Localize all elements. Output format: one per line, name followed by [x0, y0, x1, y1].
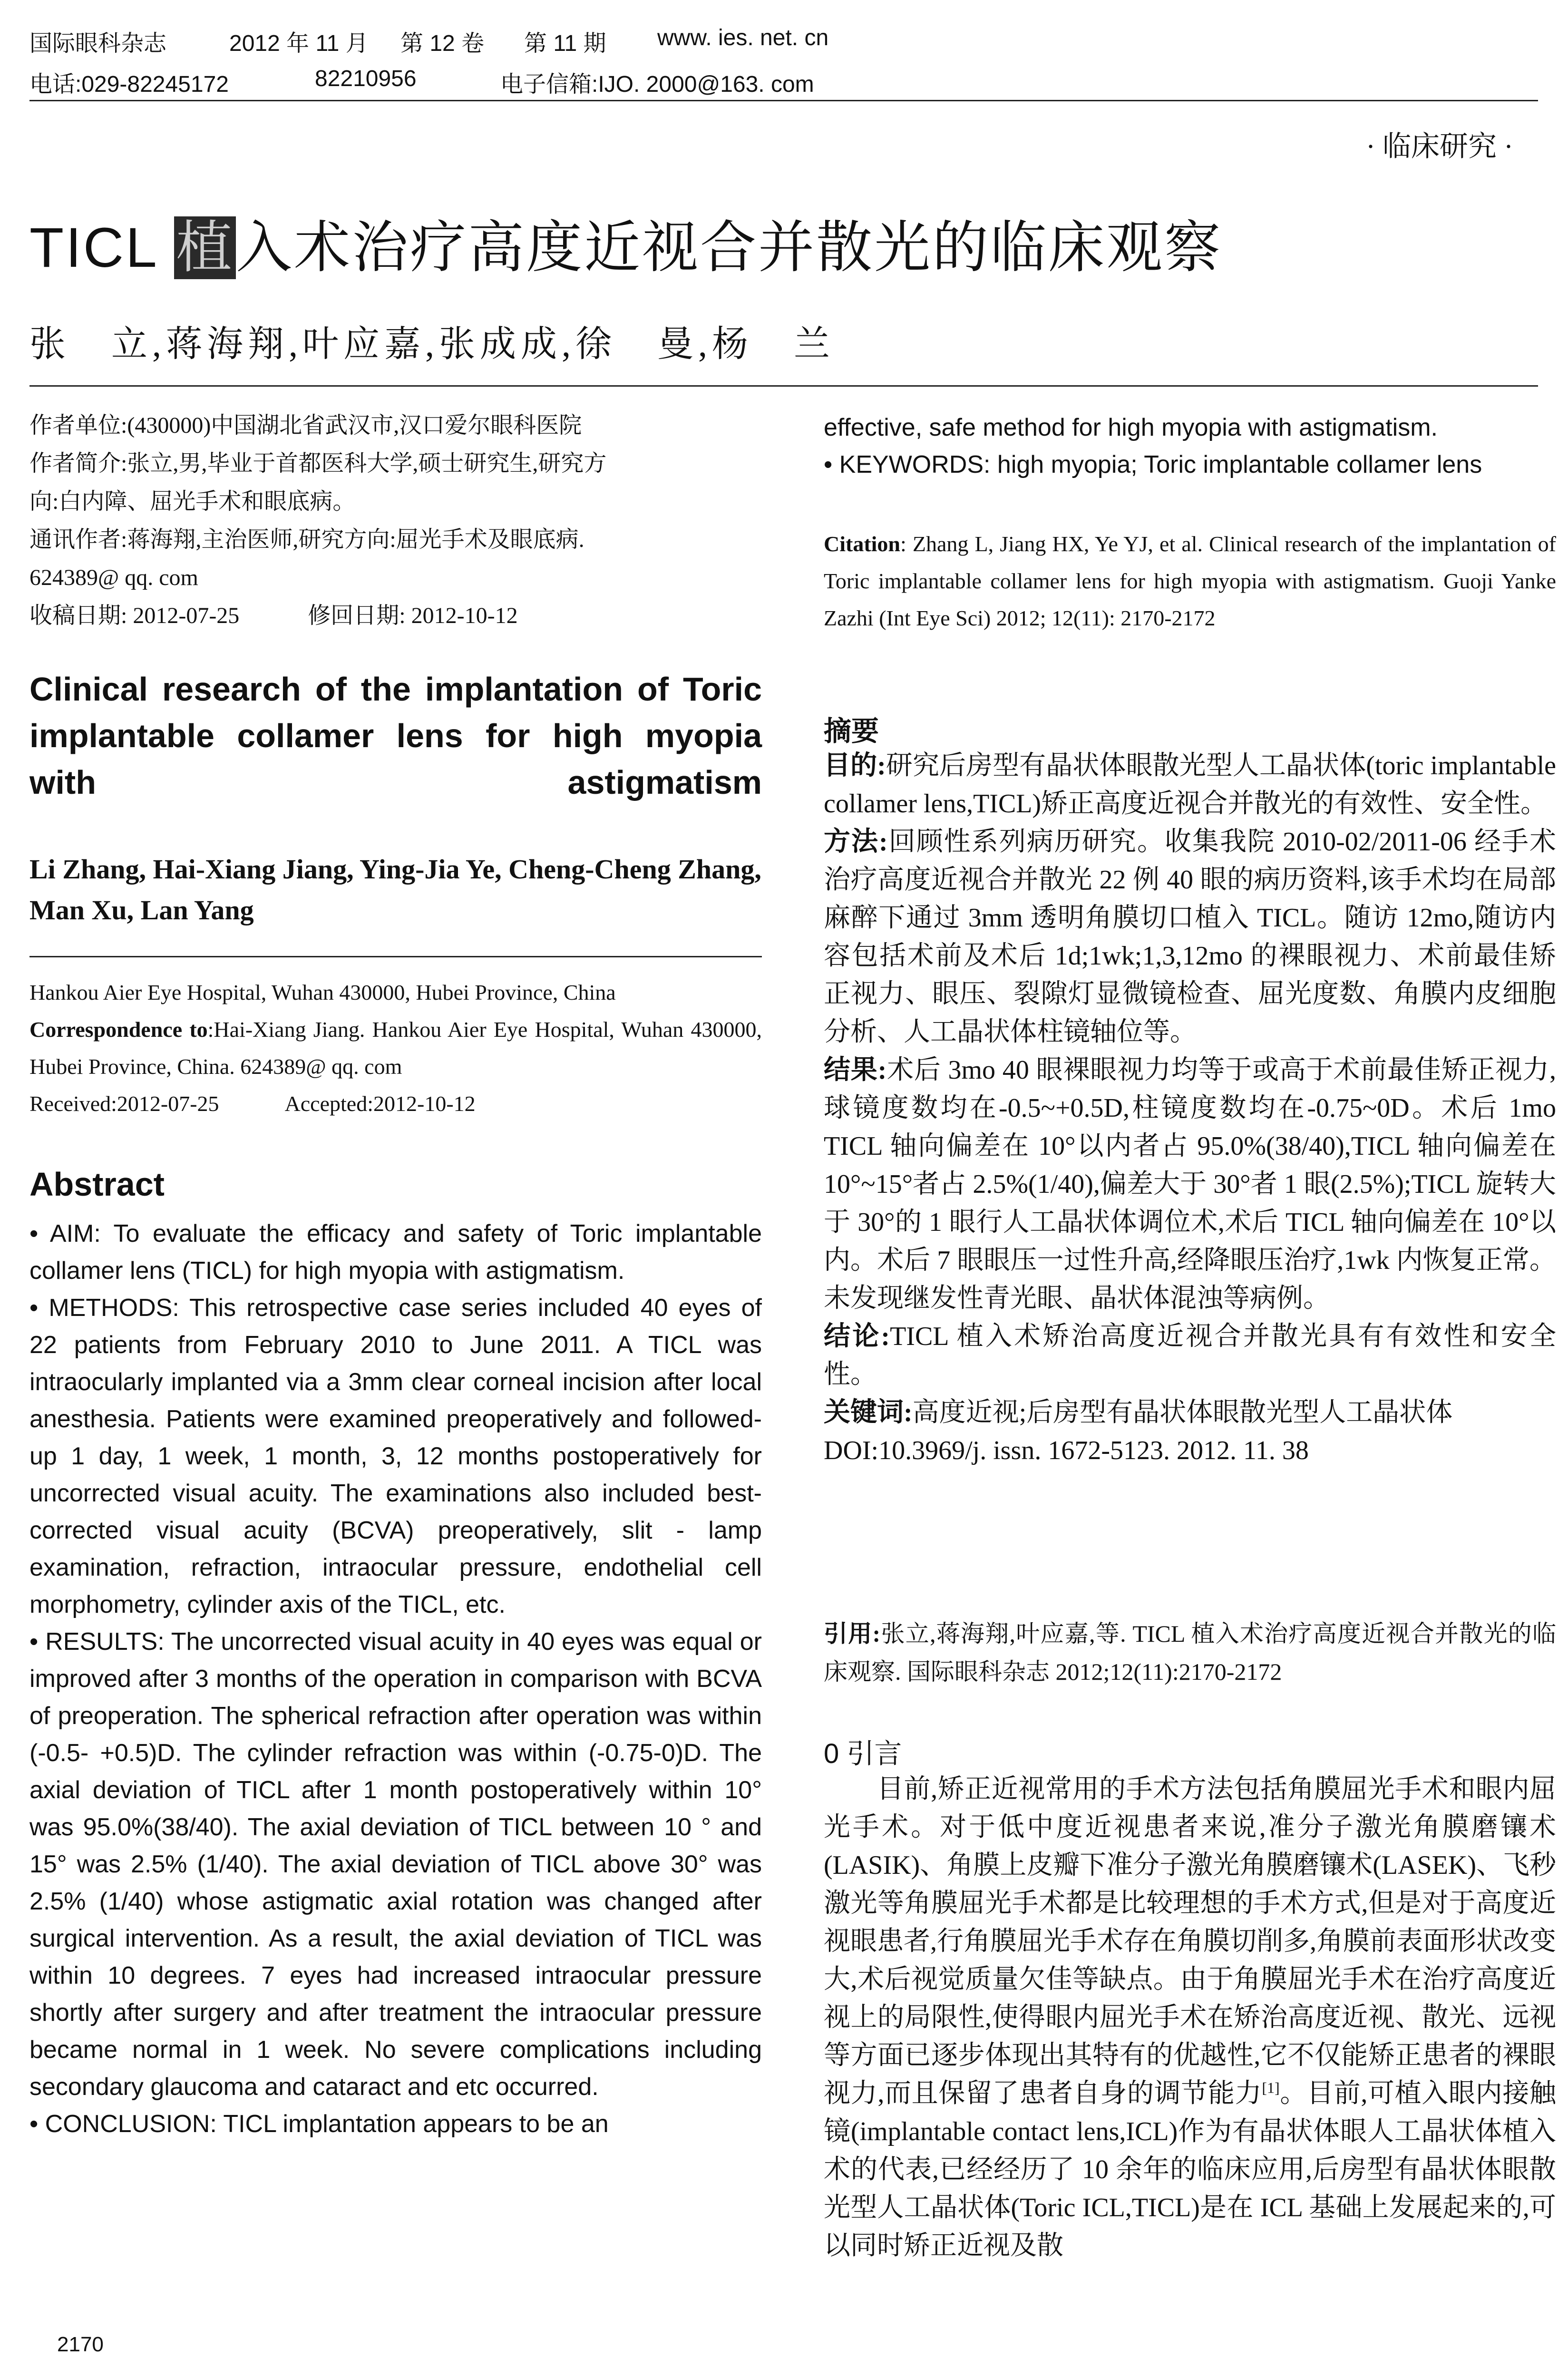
author-unit: 作者单位:(430000)中国湖北省武汉市,汉口爱尔眼科医院 [29, 413, 582, 438]
journal-name: 国际眼科杂志 [29, 31, 167, 56]
issue-date: 2012 年 11 月 [229, 31, 369, 56]
citation-label: Citation [824, 532, 900, 556]
header-rule [29, 100, 1538, 101]
cn-keywords-text: 高度近视;后房型有晶状体眼散光型人工晶状体 [912, 1398, 1453, 1427]
journal-header-line1 [29, 25, 1538, 56]
abstract-conclusion-end: effective, safe method for high myopia with astigmatism. [824, 414, 1438, 441]
chinese-abstract-body [824, 747, 1556, 1470]
cn-conclusion-text: TICL 植入术矫治高度近视合并散光具有有效性和安全性。 [824, 1322, 1556, 1389]
abstract-conclusion-start: • CONCLUSION: TICL implantation appears to be an [29, 2110, 609, 2138]
abstract-body [29, 1215, 762, 2143]
title-prefix: TICL [29, 216, 157, 279]
issue: 第 11 期 [524, 31, 606, 56]
correspondence [29, 1011, 762, 1085]
volume: 第 12 卷 [400, 31, 485, 56]
affiliation-block [29, 974, 762, 1122]
journal-header-line2 [29, 66, 1538, 97]
introduction-heading: 0 引言 [824, 1738, 902, 1769]
abstract-keywords: • KEYWORDS: high myopia; Toric implantable collamer lens [824, 451, 1482, 478]
cn-conclusion [824, 1317, 1556, 1393]
chinese-citation-text: 张立,蒋海翔,叶应嘉,等. TICL 植入术治疗高度近视合并散光的临床观察. 国际眼科杂志 2012;12(11):2170-2172 [824, 1620, 1557, 1685]
chinese-citation-label: 引用: [824, 1620, 881, 1647]
title-rest: 入术治疗高度近视合并散光的临床观察 [236, 216, 1223, 279]
author-info-block [29, 407, 762, 635]
email: 电子信箱:IJO. 2000@163. com [500, 72, 814, 97]
cn-conclusion-label: 结论: [824, 1322, 890, 1351]
affiliation-rule [29, 956, 762, 957]
phone-2: 82210956 [315, 66, 417, 91]
cn-methods-label: 方法: [824, 827, 888, 857]
hospital-affiliation: Hankou Aier Eye Hospital, Wuhan 430000, Hubei Province, China [29, 980, 616, 1004]
chinese-abstract-heading: 摘要 [824, 716, 879, 747]
reference-marker: [1] [1262, 2079, 1280, 2096]
doi: DOI:10.3969/j. issn. 1672-5123. 2012. 11. 38 [824, 1436, 1309, 1465]
cn-results-label: 结果: [824, 1055, 887, 1085]
section-label: · 临床研究 · [1366, 131, 1513, 162]
paper-title [29, 202, 1222, 283]
cn-objective-text: 研究后房型有晶状体眼散光型人工晶状体(toric implantable collamer lens,TICL)矫正高度近视合并散光的有效性、安全性。 [824, 751, 1556, 818]
cn-results [824, 1051, 1556, 1317]
received-dates: 收稿日期: 2012-07-25 修回日期: 2012-10-12 [29, 603, 518, 628]
page-number: 2170 [57, 2333, 104, 2356]
cn-keywords-label: 关键词: [824, 1398, 913, 1427]
intro-text-b: 。目前,可植入眼内接触镜(implantable contact lens,ICL)作为有晶状体眼人工晶状体植入术的代表,已经经历了 10 余年的临床应用,后房型有晶状体眼散光型人工晶状体(Toric ICL,TICL)是在 ICL 基础上发展起来的,可以同时矫正近视及散 [824, 2079, 1557, 2260]
abstract-methods: • METHODS: This retrospective case series included 40 eyes of 22 patients from February 2010 to June 2011. A TICL was intraocularly implanted via a 3mm clear corneal incision after local anesthesia. Patients were examined preoperatively and followed-up 1 day, 1 week, 1 month, 3, 12 months postoperatively for uncorrected visual acuity. The examinations also included best-corrected visual acuity (BCVA) preoperatively, slit - lamp examination, refraction, intraocular pressure, endothelial cell morphometry, cylinder axis of the TICL, etc. [29, 1294, 762, 1618]
cn-objective-label: 目的: [824, 751, 886, 780]
intro-text-a: 目前,矫正近视常用的手术方法包括角膜屈光手术和眼内屈光手术。对于低中度近视患者来说,准分子激光角膜磨镶术(LASIK)、角膜上皮瓣下准分子激光角膜磨镶术(LASEK)、飞秒激光等角膜屈光手术都是比较理想的手术方式,但是对于高度近视眼患者,行角膜屈光手术存在角膜切削多,角膜前表面形状改变大,术后视觉质量欠佳等缺点。由于角膜屈光手术在治疗高度近视上的局限性,使得眼内屈光手术在矫治高度近视、散光、远视等方面已逐步体现出其特有的优越性,它不仅能矫正患者的裸眼视力,而且保留了患者自身的调节能力 [824, 1774, 1556, 2108]
authors-chinese: 张 立,蒋海翔,叶应嘉,张成成,徐 曼,杨 兰 [29, 324, 835, 364]
cn-methods-text: 回顾性系列病历研究。收集我院 2010-02/2011-06 经手术治疗高度近视合并散光 22 例 40 眼的病历资料,该手术均在局部麻醉下通过 3mm 透明角膜切口植入 TICL。随访 12mo,随访内容包括术前及术后 1d;1wk;1,3,12mo 的裸眼视力、术前最佳矫正视力、眼压、裂隙灯显微镜检查、屈光度数、角膜内皮细胞分析、人工晶状体柱镜轴位等。 [824, 827, 1556, 1047]
received-accepted: Received:2012-07-25 Accepted:2012-10-12 [29, 1091, 476, 1116]
cn-objective [824, 747, 1556, 823]
abstract-continued [824, 409, 1556, 483]
correspondence-label: Correspondence to [29, 1017, 208, 1042]
english-title: Clinical research of the implantation of Toric implantable collamer lens for high myopia with astigmatism [29, 671, 762, 801]
title-highlighted-char: 植 [174, 216, 236, 279]
correspondence-text: :Hai-Xiang Jiang. Hankou Aier Eye Hospital, Wuhan 430000, Hubei Province, China. 624389@ qq. com [29, 1017, 762, 1079]
corresponding-email: 624389@ qq. com [29, 565, 198, 590]
author-bio-2: 向:白内障、屈光手术和眼底病。 [29, 489, 356, 514]
author-bio-1: 作者简介:张立,男,毕业于首都医科大学,硕士研究生,研究方 [29, 451, 607, 476]
title-rule [29, 385, 1538, 387]
corresponding-author: 通讯作者:蒋海翔,主治医师,研究方向:屈光手术及眼底病. [29, 527, 584, 552]
citation-text: : Zhang L, Jiang HX, Ye YJ, et al. Clinical research of the implantation of Toric implantable collamer lens for high myopia with astigmatism. Guoji Yanke Zazhi (Int Eye Sci) 2012; 12(11): 2170-2172 [824, 532, 1556, 630]
abstract-heading: Abstract [29, 1166, 165, 1203]
cn-methods [824, 823, 1556, 1051]
abstract-results: • RESULTS: The uncorrected visual acuity in 40 eyes was equal or improved after 3 months of the operation in comparison with BCVA of preoperation. The spherical refraction after operation was within (-0.5- +0.5)D. The cylinder refraction was within (-0.75-0)D. The axial deviation of TICL after 1 month postoperatively within 10° was 95.0%(38/40). The axial deviation of TICL between 10 ° and 15° was 2.5% (1/40). The axial deviation of TICL above 30° was 2.5% (1/40) whose astigmatic axial rotation was changed after surgical intervention. As a result, the axial deviation of TICL was within 10 degrees. 7 eyes had increased intraocular pressure shortly after surgery and after treatment the intraocular pressure became normal in 1 week. No severe complications including secondary glaucoma and cataract and etc occurred. [29, 1628, 762, 2101]
introduction-paragraph [824, 1770, 1556, 2265]
chinese-citation [824, 1615, 1556, 1691]
cn-results-text: 术后 3mo 40 眼裸眼视力均等于或高于术前最佳矫正视力,球镜度数均在-0.5~+0.5D,柱镜度数均在-0.75~0D。术后 1mo TICL 轴向偏差在 10°以内者占 95.0%(38/40),TICL 轴向偏差在 10°~15°者占 2.5%(1/40),偏差大于 30°者 1 眼(2.5%);TICL 旋转大于 30°的 1 眼行人工晶状体调位术,术后 TICL 轴向偏差在 10°以内。术后 7 眼眼压一过性升高,经降眼压治疗,1wk 内恢复正常。未发现继发性青光眼、晶状体混浊等病例。 [824, 1055, 1556, 1313]
abstract-aim: • AIM: To evaluate the efficacy and safety of Toric implantable collamer lens (TICL) for high myopia with astigmatism. [29, 1220, 762, 1285]
citation-block [824, 526, 1556, 637]
english-authors: Li Zhang, Hai-Xiang Jiang, Ying-Jia Ye, Cheng-Cheng Zhang, Man Xu, Lan Yang [29, 854, 761, 925]
cn-keywords [824, 1393, 1556, 1432]
phone: 电话:029-82245172 [29, 72, 229, 97]
journal-website: www. ies. net. cn [657, 25, 829, 50]
